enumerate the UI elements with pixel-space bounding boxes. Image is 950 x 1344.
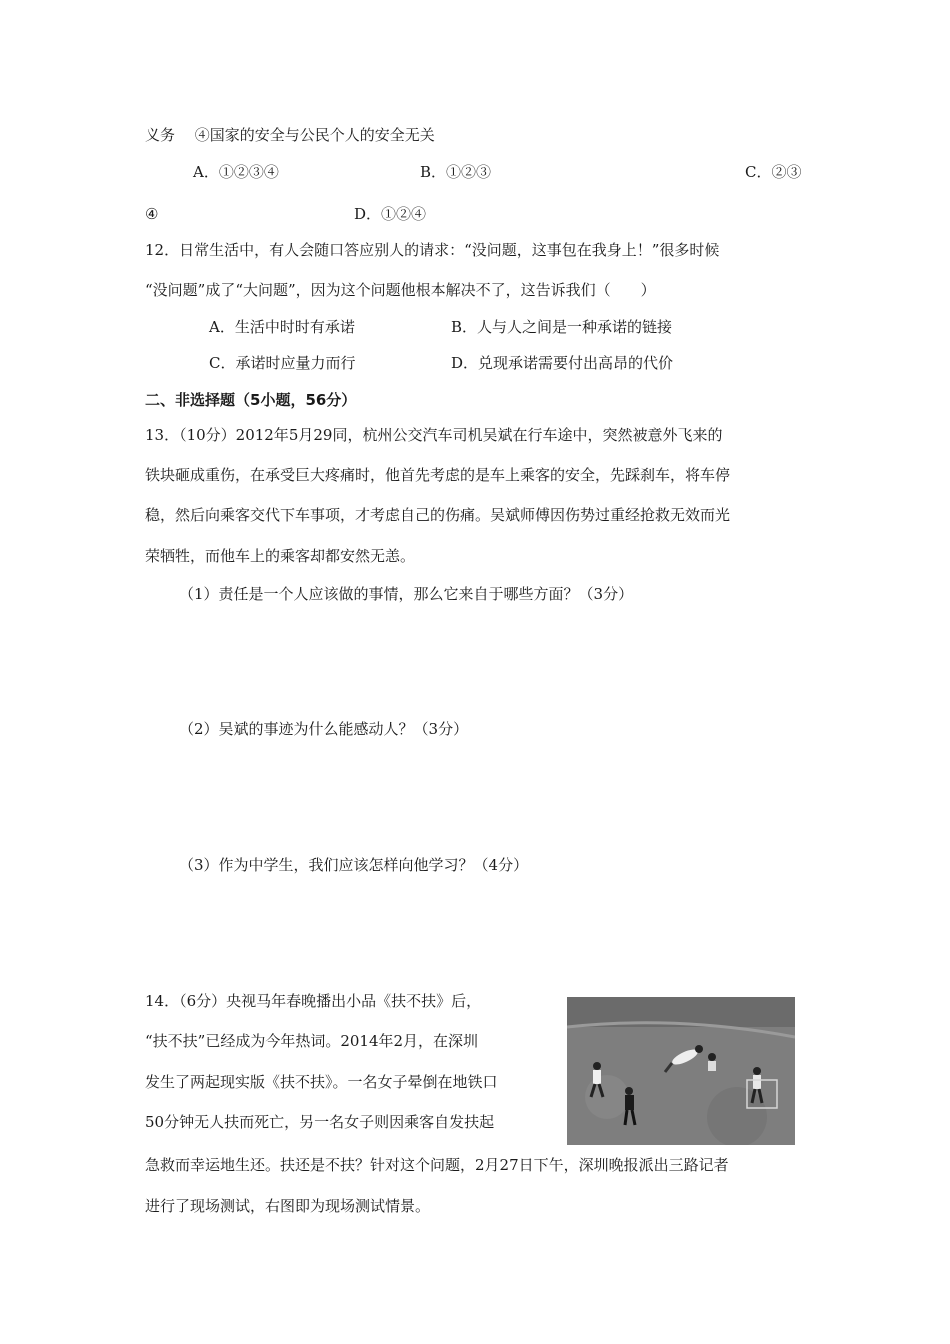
q13-sub-question-3: （3）作为中学生，我们应该怎样向他学习？（4分）: [179, 856, 529, 874]
q13-stem-line-3: 稳，然后向乘客交代下车事项，才考虑自己的伤痛。吴斌师傅因伤势过重经抢救无效而光: [145, 506, 731, 524]
field-test-photo: [567, 997, 795, 1145]
q13-sub-question-1: （1）责任是一个人应该做的事情，那么它来自于哪些方面？（3分）: [179, 585, 634, 603]
q11-option-c-continued: ④: [145, 205, 159, 223]
q12-stem-line-1: 12．日常生活中，有人会随口答应别人的请求：“没问题，这事包在我身上！”很多时候: [145, 241, 720, 259]
q11-option-b: B．①②③: [420, 163, 492, 181]
q11-option-d: D．①②④: [354, 205, 427, 223]
q14-stem-line-3: 发生了两起现实版《扶不扶》。一名女子晕倒在地铁口: [145, 1073, 498, 1091]
q11-option-c: C．②③: [745, 163, 802, 181]
q12-option-a: A．生活中时时有承诺: [209, 318, 355, 336]
q14-stem-line-6: 进行了现场测试，右图即为现场测试情景。: [145, 1197, 431, 1215]
q14-stem-line-2: “扶不扶”已经成为今年热词。2014年2月，在深圳: [145, 1032, 479, 1050]
q11-tail: 义务 ④国家的安全与公民个人的安全无关: [145, 126, 435, 144]
q13-stem-line-2: 铁块砸成重伤，在承受巨大疼痛时，他首先考虑的是车上乘客的安全，先踩刹车，将车停: [145, 466, 731, 484]
field-test-photo-scene: [567, 997, 795, 1145]
q12-stem-line-2: “没问题”成了“大问题”，因为这个问题他根本解决不了，这告诉我们（ ）: [145, 281, 656, 299]
q13-sub-question-2: （2）吴斌的事迹为什么能感动人？（3分）: [179, 720, 469, 738]
q14-stem-line-1: 14．（6分）央视马年春晚播出小品《扶不扶》后，: [145, 992, 482, 1010]
q12-option-c: C．承诺时应量力而行: [209, 354, 356, 372]
q12-option-d: D．兑现承诺需要付出高昂的代价: [451, 354, 674, 372]
q12-option-b: B．人与人之间是一种承诺的链接: [451, 318, 673, 336]
q14-stem-line-5: 急救而幸运地生还。扶还是不扶？针对这个问题，2月27日下午，深圳晚报派出三路记者: [145, 1156, 729, 1174]
q13-stem-line-1: 13．（10分）2012年5月29同，杭州公交汽车司机吴斌在行车途中，突然被意外飞来的: [145, 426, 723, 444]
q13-stem-line-4: 荣牺牲，而他车上的乘客却都安然无恙。: [145, 547, 416, 565]
section-2-heading: 二、非选择题（5小题，56分）: [145, 391, 357, 409]
q14-stem-line-4: 50分钟无人扶而死亡，另一名女子则因乘客自发扶起: [145, 1113, 495, 1131]
q11-option-a: A．①②③④: [193, 163, 279, 181]
